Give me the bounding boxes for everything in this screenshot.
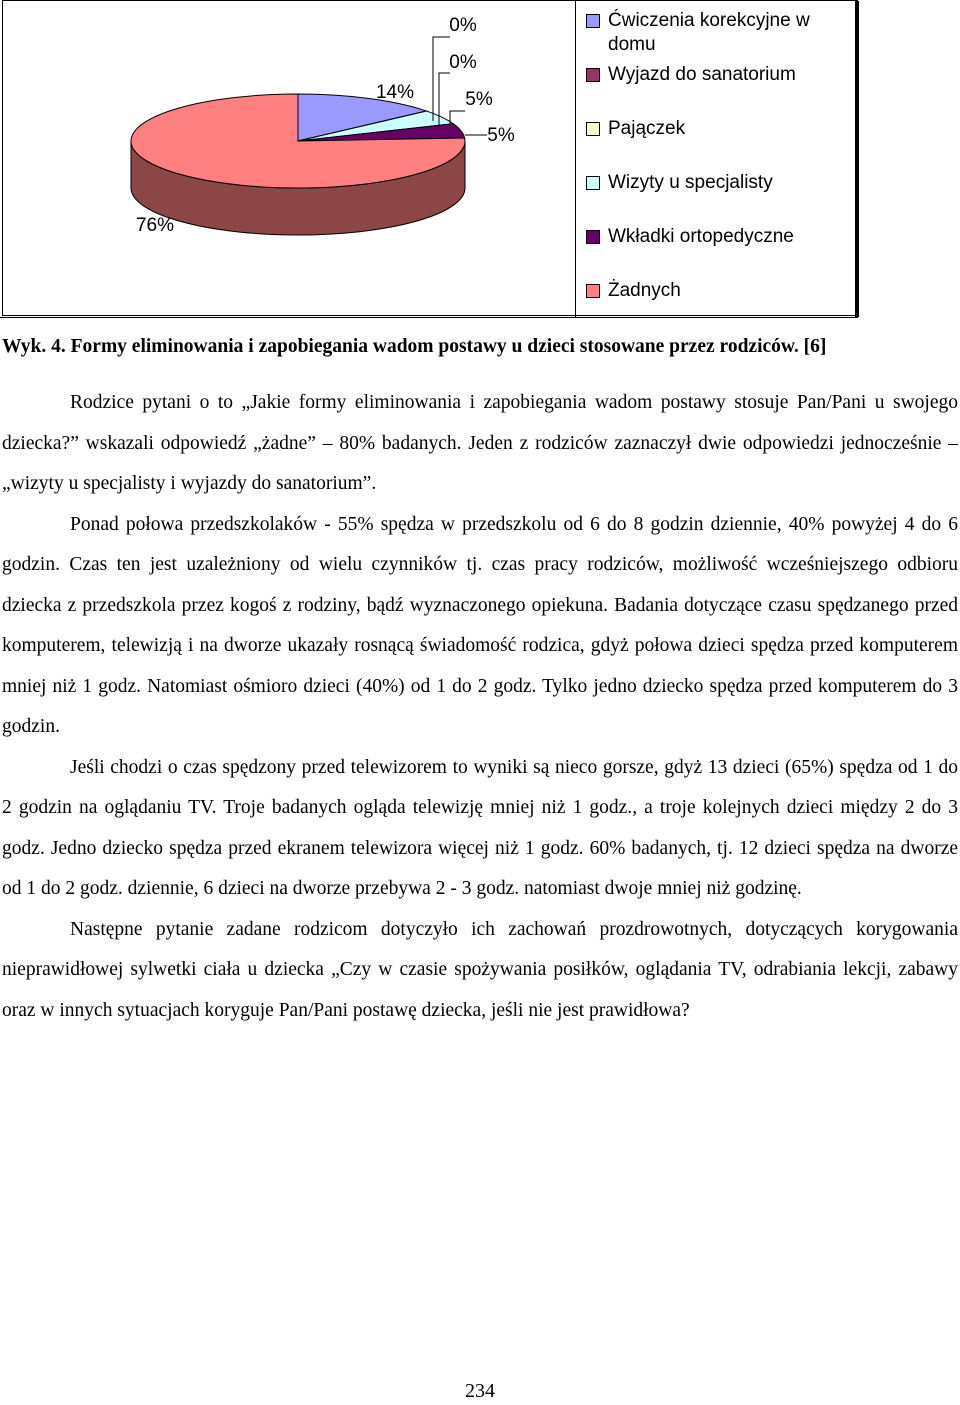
legend-item (586, 171, 858, 195)
chart-frame (2, 0, 856, 316)
page-number: 234 (465, 1380, 495, 1402)
figure-caption: Wyk. 4. Formy eliminowania i zapobiegania wadom postawy u dzieci stosowane przez rodziców. [6] (2, 336, 827, 357)
pie-data-label: 0% (449, 15, 477, 36)
legend-swatch (586, 176, 600, 190)
legend-label: Ćwiczenia korekcyjne w domu (608, 10, 810, 55)
legend-item (586, 279, 858, 303)
legend-label: Żadnych (608, 280, 681, 301)
legend-swatch (586, 122, 600, 136)
paragraph: Ponad połowa przedszkolaków - 55% spędza w przedszkolu od 6 do 8 godzin dziennie, 40% powyżej 4 do 6 godzin. Czas ten jest uzależniony od wielu czynników tj. czas pracy rodziców, możliwość wcześniejszego odbioru dziecka z przedszkola przez kogoś z rodziny, bądź wyznaczonego opiekuna. Badania dotyczące czasu spędzanego przed komputerem, telewizją i na dworze ukazały rosnącą świadomość rodzica, gdyż połowa dzieci spędza przed komputerem mniej niż 1 godz. Natomiast ośmioro dzieci (40%) od 1 do 2 godz. Tylko jedno dziecko spędza przed komputerem do 3 godzin. (2, 513, 958, 737)
legend-swatch (586, 14, 600, 28)
pie-data-label: 76% (135, 215, 175, 236)
paragraph: Jeśli chodzi o czas spędzony przed telewizorem to wyniki są nieco gorsze, gdyż 13 dzieci (65%) spędza od 1 do 2 godzin na oglądaniu TV. Troje badanych ogląda telewizję mniej niż 1 godz., a troje kolejnych dzieci między 2 do 3 godz. Jedno dziecko spędza przed ekranem telewizora więcej niż 1 godz. 60% badanych, tj. 12 dzieci spędza na dworze od 1 do 2 godz. dziennie, 6 dzieci na dworze przebywa 2 - 3 godz. natomiast dwoje mniej niż godzinę. (2, 756, 958, 899)
legend-swatch (586, 284, 600, 298)
legend-label: Wizyty u specjalisty (608, 172, 773, 193)
paragraph: Rodzice pytani o to „Jakie formy eliminowania i zapobiegania wadom postawy stosuje Pan/Pani u swojego dziecka?” wskazali odpowiedź „żadne” – 80% badanych. Jeden z rodziców zaznaczył dwie odpowiedzi jednocześnie – „wizyty u specjalisty i wyjazdy do sanatorium”. (2, 392, 958, 494)
data-label-leader (433, 37, 450, 121)
pie-data-label: 5% (487, 125, 515, 146)
pie-data-label: 5% (465, 89, 493, 110)
legend-label: Wyjazd do sanatorium (608, 64, 796, 85)
chart-legend (575, 1, 859, 317)
pie-chart (3, 1, 575, 317)
legend-label: Wkładki ortopedyczne (608, 226, 794, 247)
legend-item (586, 225, 858, 249)
legend-swatch (586, 68, 600, 82)
legend-swatch (586, 230, 600, 244)
pie-data-label: 0% (449, 52, 477, 73)
legend-item (586, 9, 858, 57)
document-body (2, 333, 958, 1031)
legend-item (586, 63, 858, 87)
legend-label: Pajączek (608, 118, 686, 139)
paragraph: Następne pytanie zadane rodzicom dotyczyło ich zachowań prozdrowotnych, dotyczących korygowania nieprawidłowej sylwetki ciała u dziecka „Czy w czasie spożywania posiłków, oglądania TV, odrabiania lekcji, zabawy oraz w innych sytuacjach koryguje Pan/Pani postawę dziecka, jeśli nie jest prawidłowa? (2, 918, 958, 1021)
pie-data-label: 14% (375, 82, 415, 103)
legend-item (586, 117, 858, 141)
